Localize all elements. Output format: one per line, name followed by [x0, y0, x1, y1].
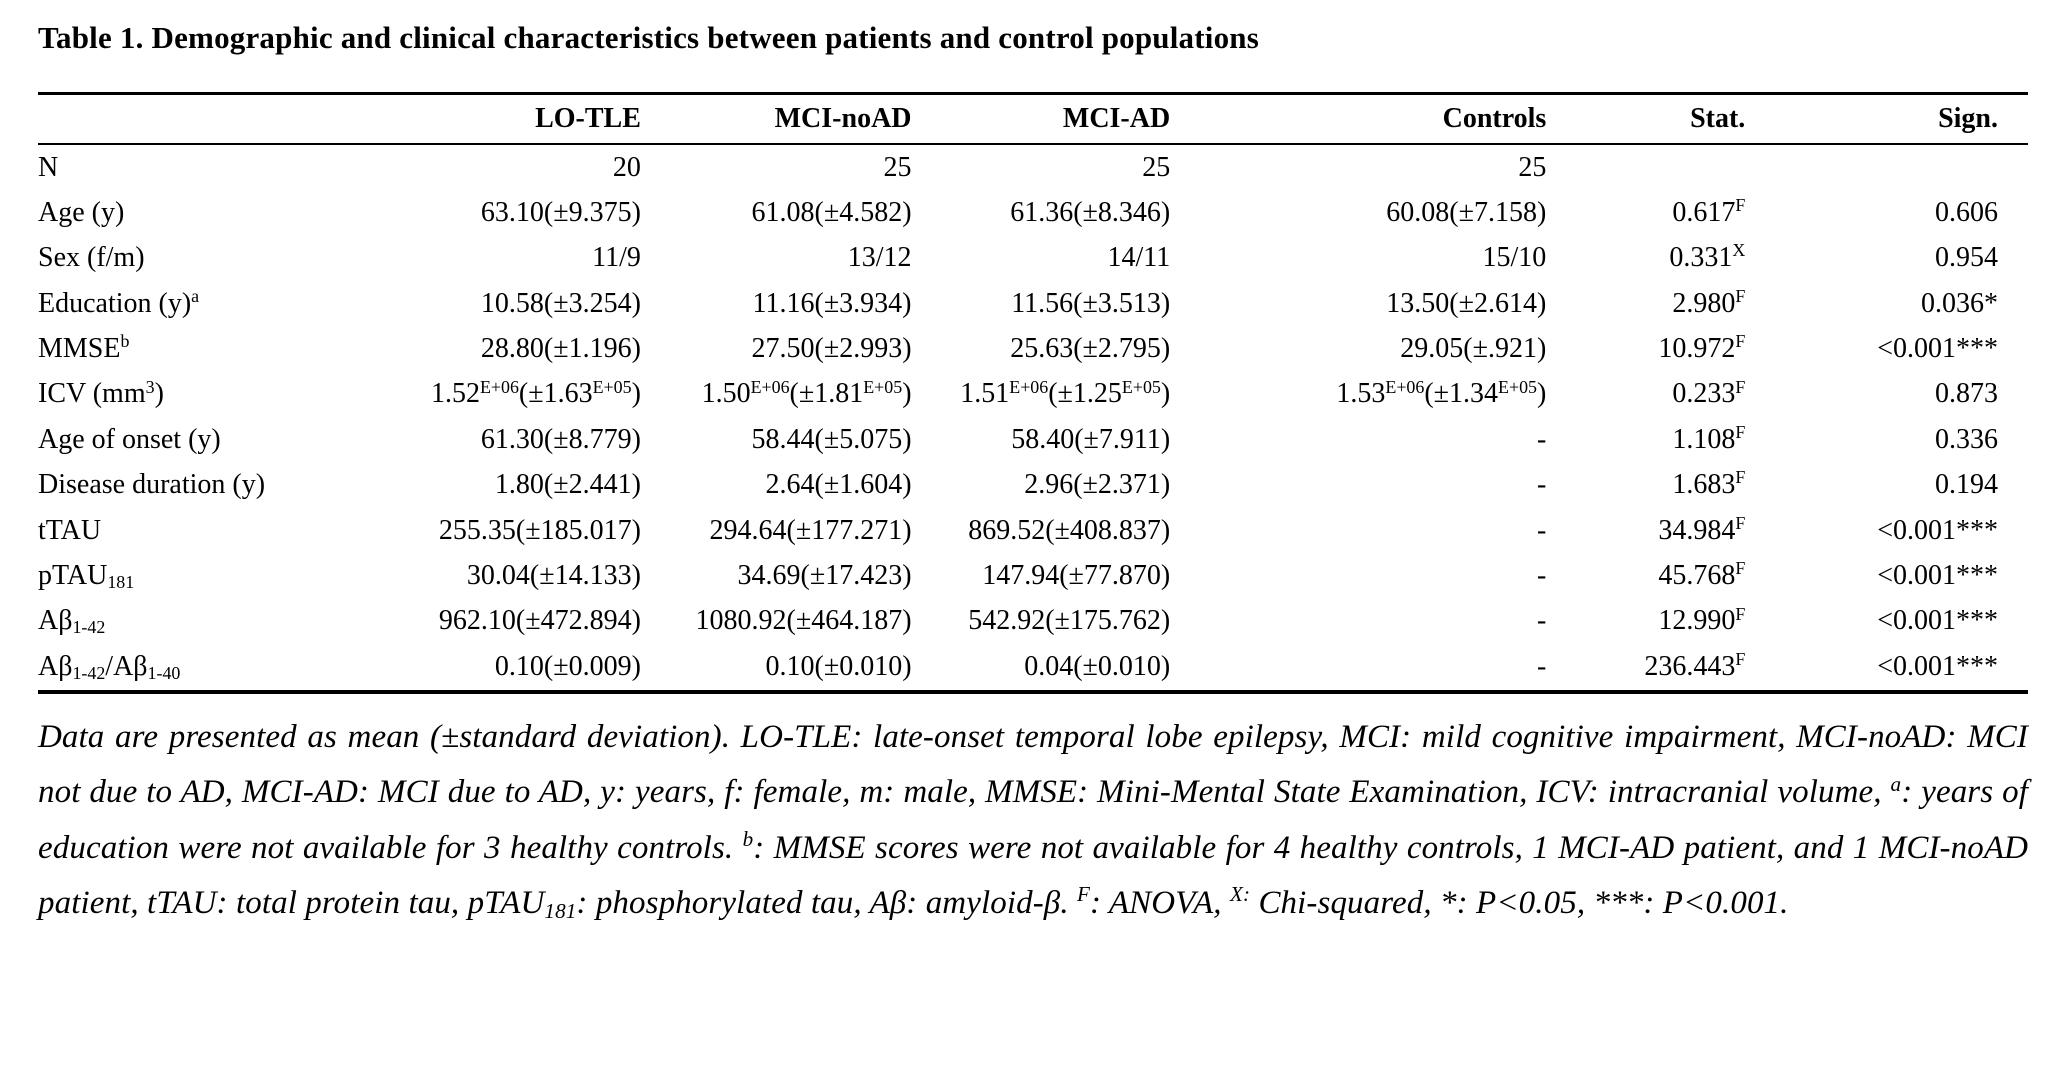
table-row [38, 644, 2028, 691]
column-header: MCI-noAD [655, 94, 926, 145]
table-cell [1759, 144, 2028, 190]
table-cell: <0.001*** [1877, 333, 1998, 365]
table-cell: 14/11 [1107, 242, 1171, 274]
table-cell: 61.36(±8.346) [1010, 196, 1171, 228]
table-cell: 0.606 [1935, 196, 1998, 228]
table-cell: 0.336 [1935, 423, 1998, 455]
table-cell: 29.05(±.921) [1400, 333, 1547, 365]
table-cell: 60.08(±7.158) [1386, 196, 1547, 228]
table-row [38, 144, 2028, 190]
row-label: MMSE$^b$ [38, 331, 130, 365]
table-cell: 147.94(±77.870) [982, 560, 1171, 592]
table-cell: - [1536, 605, 1547, 637]
row-label: N [38, 151, 59, 183]
column-header-empty [38, 94, 426, 145]
row-label: Sex (f/m) [38, 242, 145, 274]
table-cell: $1.683^F$ [1672, 467, 1746, 501]
table-cell: $34.984^F$ [1658, 512, 1746, 546]
table-cell: 15/10 [1482, 242, 1547, 274]
row-label: Age of onset (y) [38, 423, 221, 455]
table-cell: $1.52^{E+06}(\pm 1.63^{E+05})$ [430, 376, 641, 410]
table-cell: 61.30(±8.779) [480, 423, 641, 455]
table-cell: - [1536, 514, 1547, 546]
table-row [38, 372, 2028, 417]
table-row [38, 554, 2028, 599]
table-cell: 0.873 [1935, 378, 1998, 410]
table-row [38, 599, 2028, 644]
table-cell: 294.64(±177.271) [709, 514, 912, 546]
table-cell: $1.108^F$ [1672, 422, 1746, 455]
row-label: Disease duration (y) [38, 469, 266, 501]
table-cell: 11.16(±3.934) [752, 287, 912, 319]
table-cell: $0.617^F$ [1672, 195, 1746, 228]
column-header: Controls [1184, 94, 1560, 145]
table-cell: 20 [612, 151, 641, 183]
table-cell: 542.92(±175.762) [968, 605, 1171, 637]
table-cell: $12.990^F$ [1658, 603, 1746, 637]
column-header: MCI-AD [926, 94, 1185, 145]
table-cell: 255.35(±185.017) [438, 514, 641, 546]
table-cell: $0.331^X$ [1669, 240, 1746, 274]
table-cell: 11.56(±3.513) [1011, 287, 1171, 319]
table-header-row [38, 94, 2028, 145]
table-cell: 0.04(±0.010) [1024, 650, 1171, 682]
table-cell: - [1536, 423, 1547, 455]
table-cell: 30.04(±14.133) [466, 560, 641, 592]
row-label: $A\beta_{1-42}/A\beta_{1-40}$ [38, 650, 181, 683]
row-label: tTAU [38, 514, 102, 546]
table-cell: <0.001*** [1877, 605, 1998, 637]
row-label: pTAU$_{181}$ [38, 560, 135, 592]
table-cell: - [1536, 560, 1547, 592]
table-cell: - [1536, 469, 1547, 501]
table-cell: 28.80(±1.196) [480, 333, 641, 365]
table-footnote: Data are presented as mean (±standard deviation). LO-TLE: late-onset temporal lobe epilepsy, MCI: mild cognitive impairment, MCI-noAD: MCI not due to AD, MCI-AD: MCI due to AD, y: years, f: female, m: male, MMSE: Mini-Mental State Examination, ICV: intracranial volume, $^a$: years of education were not available for 3 healthy controls. $^b$: MMSE scores were not available for 4 healthy controls, 1 MCI-AD patient, and 1 MCI-noAD patient, tTAU: total protein tau, pTAU$_{181}$: phosphorylated tau, Aβ: amyloid-β. $^F$: ANOVA, $^{X:}$ Chi-squared, *: P<0.05, ***: P<0.001. [38, 718, 2029, 923]
column-header: Sign. [1759, 94, 2028, 145]
table-row [38, 417, 2028, 462]
row-label: $A\beta_{1-42}$ [38, 605, 106, 638]
table-cell: <0.001*** [1877, 560, 1998, 592]
table-cell: 1080.92(±464.187) [695, 605, 912, 637]
table-cell: 0.036* [1921, 287, 1998, 319]
table-cell: - [1536, 650, 1547, 682]
table-row [38, 190, 2028, 235]
table-cell: 869.52(±408.837) [968, 514, 1171, 546]
table-cell: 61.08(±4.582) [751, 196, 912, 228]
table-cell: $1.51^{E+06}(\pm 1.25^{E+05})$ [960, 376, 1171, 410]
table-cell: 2.64(±1.604) [765, 469, 912, 501]
table-cell: $1.50^{E+06}(\pm 1.81^{E+05})$ [701, 376, 912, 410]
table-cell: 13/12 [847, 242, 912, 274]
table-cell: $0.233^F$ [1672, 376, 1746, 410]
table-cell: 0.194 [1935, 469, 1998, 501]
table-cell: 25 [883, 151, 912, 183]
table-row [38, 463, 2028, 508]
table-row [38, 281, 2028, 326]
table-cell: <0.001*** [1877, 650, 1998, 682]
table-cell: 13.50(±2.614) [1386, 287, 1547, 319]
table-cell: 10.58(±3.254) [480, 287, 641, 319]
demographics-table [38, 92, 2028, 694]
table-cell: <0.001*** [1877, 514, 1998, 546]
table-cell: 2.96(±2.371) [1024, 469, 1171, 501]
table-row [38, 508, 2028, 553]
column-header: LO-TLE [426, 94, 655, 145]
table-cell: 25 [1518, 151, 1547, 183]
row-label: Age (y) [38, 196, 125, 228]
table-cell: 34.69(±17.423) [737, 560, 912, 592]
table-cell: $2.980^F$ [1672, 285, 1746, 319]
column-header: Stat. [1560, 94, 1759, 145]
table-cell: $236.443^F$ [1644, 648, 1746, 682]
table-cell: 25.63(±2.795) [1010, 333, 1171, 365]
table-cell: 1.80(±2.441) [494, 469, 641, 501]
table-cell: $45.768^F$ [1658, 558, 1746, 592]
table-cell: 0.954 [1935, 242, 1998, 274]
table-row [38, 327, 2028, 372]
table-cell: 11/9 [592, 242, 641, 274]
table-title: Table 1. Demographic and clinical characteristics between patients and control populations [38, 20, 1259, 55]
table-cell: 25 [1142, 151, 1171, 183]
table-cell: 58.44(±5.075) [751, 423, 912, 455]
table-cell: $10.972^F$ [1658, 331, 1746, 365]
table-cell: 58.40(±7.911) [1011, 423, 1171, 455]
table-cell [1560, 144, 1759, 190]
row-label: Education $(y)^a$ [38, 285, 200, 319]
table-cell: 962.10(±472.894) [438, 605, 641, 637]
table-row [38, 236, 2028, 281]
table-cell: 0.10(±0.009) [494, 650, 641, 682]
table-cell: 63.10(±9.375) [480, 196, 641, 228]
row-label: ICV $(mm^3)$ [38, 376, 164, 410]
table-cell: 27.50(±2.993) [751, 333, 912, 365]
table-cell: 0.10(±0.010) [765, 650, 912, 682]
table-cell: $1.53^{E+06}(\pm 1.34^{E+05})$ [1336, 376, 1547, 410]
